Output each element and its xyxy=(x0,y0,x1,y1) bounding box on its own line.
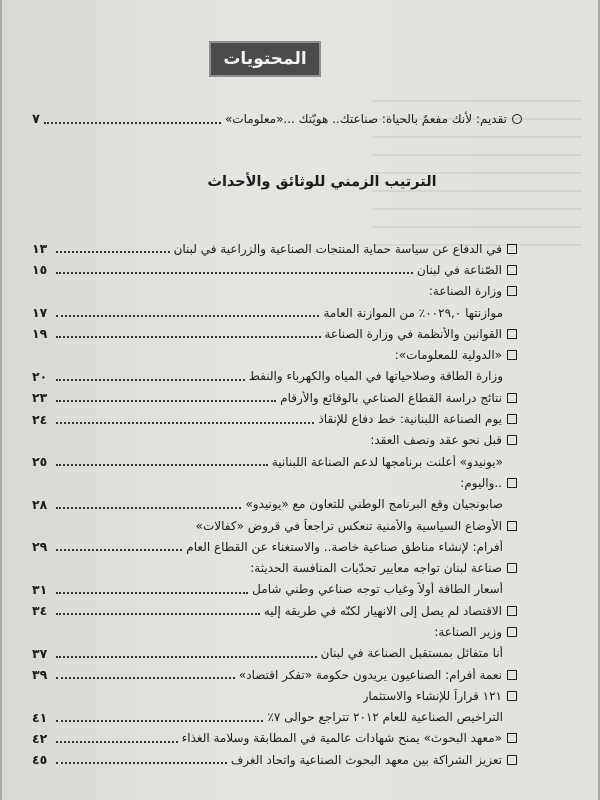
toc-entry[interactable] xyxy=(32,472,517,493)
toc-entry-text: وزير الصناعة: xyxy=(434,624,502,639)
square-bullet-icon xyxy=(507,265,517,275)
dot-leader xyxy=(56,457,268,466)
toc-page-number: ٤٢ xyxy=(32,730,48,746)
toc-entry[interactable] xyxy=(32,408,517,429)
square-bullet-icon xyxy=(507,286,517,296)
square-bullet-icon xyxy=(507,393,517,403)
toc-entry-text: أنا متفائل بمستقبل الصناعة في لبنان xyxy=(320,646,503,661)
toc-page-number: ٢٩ xyxy=(32,539,48,555)
toc-entry[interactable] xyxy=(32,685,517,706)
toc-entry-text: وزارة الطاقة وصلاحياتها في المياه والكهرباء والنفط xyxy=(248,369,503,384)
dot-leader xyxy=(56,244,170,253)
intro-page-number: ٧ xyxy=(32,111,40,127)
toc-entry[interactable] xyxy=(32,600,517,621)
toc-entry-text: الأوضاع السياسية والأمنية تنعكس تراجعاً في قروض «كفالات» xyxy=(195,518,502,533)
toc-page-number: ٣٧ xyxy=(32,645,48,661)
dot-leader xyxy=(56,437,366,444)
toc-page-number: ٢٥ xyxy=(32,454,48,470)
intro-text: تقديم: لأنك مفعمٌ بالحياة: صناعتك.. هويّتك ...«معلومات» xyxy=(224,112,507,126)
toc-page-number: ١٥ xyxy=(32,262,48,278)
square-bullet-icon xyxy=(507,478,517,488)
square-bullet-icon xyxy=(507,563,517,573)
dot-leader xyxy=(56,352,391,359)
dot-leader xyxy=(56,606,260,615)
book-page xyxy=(2,0,598,800)
toc-entry[interactable] xyxy=(32,387,517,408)
toc-entry[interactable] xyxy=(32,366,517,387)
contents-title-box xyxy=(209,41,321,77)
dot-leader xyxy=(56,288,425,295)
dot-leader xyxy=(56,329,321,338)
toc-entry-text: الصّناعة في لبنان xyxy=(416,262,502,277)
toc-page-number: ٤١ xyxy=(32,709,48,725)
dot-leader xyxy=(56,755,227,764)
toc-page-number: ٣٩ xyxy=(32,667,48,683)
dot-leader xyxy=(56,734,178,743)
toc-page-number: ٢٠ xyxy=(32,368,48,384)
toc-entry-text: التراخيص الصناعية للعام ٢٠١٢ تتراجع حوالى ٧٪ xyxy=(267,710,503,725)
toc-entry-text: وزارة الصناعة: xyxy=(428,284,502,299)
toc-entry[interactable] xyxy=(32,621,517,642)
toc-entry-text: نتائج دراسة القطاع الصناعي بالوقائع والأرقام xyxy=(280,390,502,405)
toc-entry-text: ..واليوم: xyxy=(460,475,502,490)
toc-page-number: ٤٥ xyxy=(32,752,48,768)
intro-entry[interactable] xyxy=(32,108,522,130)
dot-leader xyxy=(56,522,192,529)
dot-leader xyxy=(56,713,263,722)
toc-entry-text: موازنتها ٠٠٢٩,٠٪ من الموازنة العامة xyxy=(323,305,503,320)
dot-leader xyxy=(56,585,248,594)
dot-leader xyxy=(56,628,430,635)
dot-leader xyxy=(56,372,245,381)
dot-leader xyxy=(44,114,221,124)
toc-page-number: ٣١ xyxy=(32,581,48,597)
dot-leader xyxy=(56,415,314,424)
contents-list xyxy=(32,238,517,770)
circle-bullet-icon xyxy=(512,114,522,124)
dot-leader xyxy=(56,649,317,658)
square-bullet-icon xyxy=(507,350,517,360)
toc-entry-text: صابونجيان وقع البرنامج الوطني للتعاون مع «يونيدو» xyxy=(245,497,503,512)
square-bullet-icon xyxy=(507,414,517,424)
toc-page-number: ١٣ xyxy=(32,241,48,257)
toc-entry-text: «الدولية للمعلومات»: xyxy=(394,348,502,363)
dot-leader xyxy=(56,692,359,699)
toc-entry[interactable] xyxy=(32,536,517,557)
toc-entry[interactable] xyxy=(32,643,517,664)
toc-entry[interactable] xyxy=(32,281,517,302)
toc-entry[interactable] xyxy=(32,302,517,323)
toc-entry[interactable] xyxy=(32,323,517,344)
dot-leader xyxy=(56,670,235,679)
toc-entry[interactable] xyxy=(32,664,517,685)
toc-entry-text: أسعار الطاقة أولاً وغياب توجه صناعي وطني شامل xyxy=(252,582,503,597)
toc-entry[interactable] xyxy=(32,430,517,451)
square-bullet-icon xyxy=(507,691,517,701)
square-bullet-icon xyxy=(507,627,517,637)
toc-entry-text: القوانين والأنظمة في وزارة الصناعة xyxy=(324,326,502,341)
dot-leader xyxy=(56,308,319,317)
toc-entry[interactable] xyxy=(32,344,517,365)
square-bullet-icon xyxy=(507,755,517,765)
toc-page-number: ٣٤ xyxy=(32,603,48,619)
square-bullet-icon xyxy=(507,733,517,743)
toc-page-number: ٢٤ xyxy=(32,411,48,427)
toc-entry-text: الاقتصاد لم يصل إلى الانهيار لكنّه في طريقه إليه xyxy=(263,603,502,618)
toc-entry-text: ١٢١ قراراً للإنشاء والاستثمار xyxy=(362,688,502,703)
dot-leader xyxy=(56,565,246,572)
toc-entry-text: يوم الصناعة اللبنانية: خط دفاع للإنقاذ xyxy=(318,412,502,427)
toc-entry-text: أفرام: لإنشاء مناطق صناعية خاصة.. والاستغناء عن القطاع العام xyxy=(186,539,503,554)
toc-entry-text: تعزيز الشراكة بين معهد البحوث الصناعية واتحاد الغرف xyxy=(230,752,502,767)
toc-entry[interactable] xyxy=(32,515,517,536)
toc-entry-text: في الدفاع عن سياسة حماية المنتجات الصناعية والزراعية في لبنان xyxy=(173,241,502,256)
square-bullet-icon xyxy=(507,435,517,445)
toc-entry[interactable] xyxy=(32,749,517,770)
toc-entry[interactable] xyxy=(32,494,517,515)
square-bullet-icon xyxy=(507,670,517,680)
toc-page-number: ١٩ xyxy=(32,326,48,342)
toc-entry-text: «معهد البحوث» يمنح شهادات عالمية في المطابقة وسلامة الغذاء xyxy=(181,731,502,746)
dot-leader xyxy=(56,479,456,486)
square-bullet-icon xyxy=(507,521,517,531)
toc-entry[interactable] xyxy=(32,579,517,600)
toc-page-number: ٢٨ xyxy=(32,496,48,512)
toc-entry[interactable] xyxy=(32,451,517,472)
toc-page-number: ٢٣ xyxy=(32,390,48,406)
toc-entry-text: صناعة لبنان تواجه معايير تحدّيات المنافسة الحديثة: xyxy=(250,561,502,576)
toc-entry-text: «يونيدو» أعلنت برنامجها لدعم الصناعة اللبنانية xyxy=(271,454,503,469)
section-heading: الترتيب الزمني للوثائق والأحداث xyxy=(207,174,437,190)
square-bullet-icon xyxy=(507,244,517,254)
page-title: المحتويات xyxy=(223,49,307,69)
square-bullet-icon xyxy=(507,329,517,339)
toc-entry-text: قبل نحو عقد ونصف العقد: xyxy=(370,433,502,448)
toc-page-number: ١٧ xyxy=(32,305,48,321)
toc-entry[interactable] xyxy=(32,728,517,749)
toc-entry[interactable] xyxy=(32,259,517,280)
dot-leader xyxy=(56,265,413,274)
toc-entry[interactable] xyxy=(32,557,517,578)
toc-entry[interactable] xyxy=(32,707,517,728)
square-bullet-icon xyxy=(507,606,517,616)
toc-entry-text: نعمة أفرام: الصناعيون يريدون حكومة «تفكر اقتصاد» xyxy=(238,667,502,682)
dot-leader xyxy=(56,393,276,402)
dot-leader xyxy=(56,500,241,509)
dot-leader xyxy=(56,542,182,551)
toc-entry[interactable] xyxy=(32,238,517,259)
